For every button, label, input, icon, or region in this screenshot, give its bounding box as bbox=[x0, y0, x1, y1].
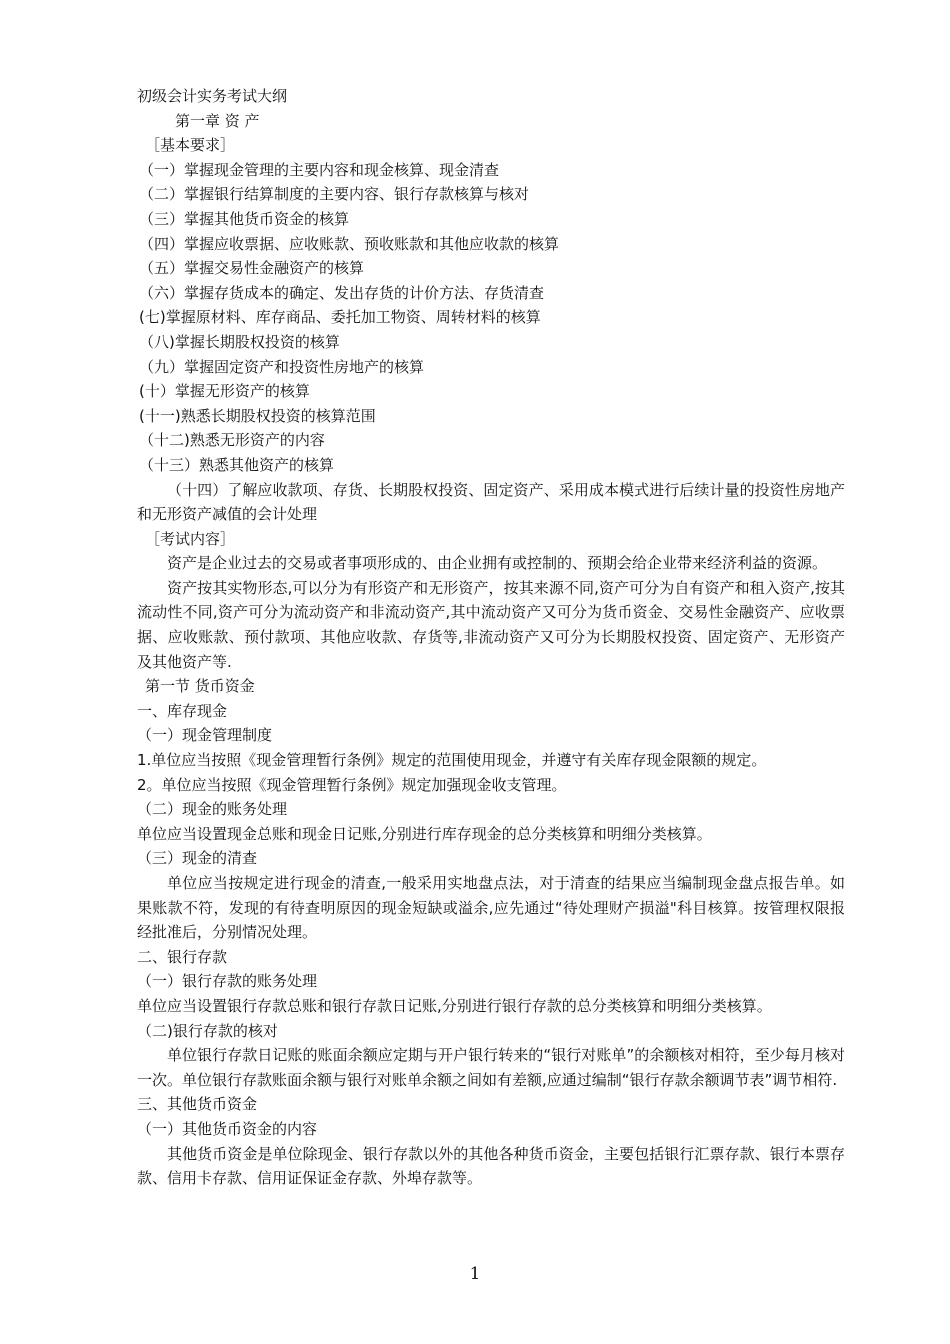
requirement-item: （二）掌握银行结算制度的主要内容、银行存款核算与核对 bbox=[139, 185, 530, 204]
asset-classification-paragraph: 资产按其实物形态,可以分为有形资产和无形资产，按其来源不同,资产可分为自有资产和租入资产,按其流动性不同,资产可分为流动资产和非流动资产,其中流动资产又可分为货币资金、交易性金融资产、应收票据、应收账款、预付款项、其他应收款、存货等,非流动资产又可分为长期股权投资、固定资产、无形资产及其他资产等. bbox=[137, 578, 845, 671]
asset-definition-paragraph: 资产是企业过去的交易或者事项形成的、由企业拥有或控制的、预期会给企业带来经济利益的资源。 bbox=[167, 554, 828, 573]
body-paragraph: 单位应当设置现金总账和现金日记账,分别进行库存现金的总分类核算和明细分类核算。 bbox=[137, 824, 712, 843]
requirement-item: （四）掌握应收票据、应收账款、预收账款和其他应收款的核算 bbox=[139, 234, 560, 253]
section-heading: 第一节 货币资金 bbox=[145, 677, 255, 696]
document-title: 初级会计实务考试大纲 bbox=[137, 87, 288, 105]
item-heading: （一）现金管理制度 bbox=[137, 726, 273, 745]
item-heading: （一）其他货币资金的内容 bbox=[137, 1119, 318, 1138]
body-paragraph: 其他货币资金是单位除现金、银行存款以外的其他各种货币资金，主要包括银行汇票存款、银行本票存款、信用卡存款、信用证保证金存款、外埠存款等。 bbox=[137, 1144, 845, 1188]
requirement-item: （十二)熟悉无形资产的内容 bbox=[139, 431, 325, 450]
requirement-item: （五）掌握交易性金融资产的核算 bbox=[139, 259, 365, 278]
subsection-heading: 三、其他货币资金 bbox=[137, 1095, 258, 1114]
basic-requirements-heading: ［基本要求］ bbox=[145, 136, 236, 155]
requirement-item: （九）掌握固定资产和投资性房地产的核算 bbox=[139, 357, 425, 376]
requirement-item-14: （十四）了解应收款项、存货、长期股权投资、固定资产、采用成本模式进行后续计量的投资性房地产和无形资产减值的会计处理 bbox=[137, 480, 845, 524]
item-heading: （二)银行存款的核对 bbox=[137, 1021, 278, 1040]
requirement-item: （六）掌握存货成本的确定、发出存货的计价方法、存货清查 bbox=[139, 283, 545, 302]
item-heading: （二）现金的账务处理 bbox=[137, 800, 288, 819]
rule-item: 2。单位应当按照《现金管理暂行条例》规定加强现金收支管理。 bbox=[137, 775, 567, 794]
subsection-heading: 二、银行存款 bbox=[137, 947, 228, 966]
requirement-item: （八)掌握长期股权投资的核算 bbox=[139, 332, 340, 351]
requirement-item: (十一)熟悉长期股权投资的核算范围 bbox=[139, 406, 376, 425]
requirement-item: （三）掌握其他货币资金的核算 bbox=[139, 209, 350, 228]
item-heading: （一）银行存款的账务处理 bbox=[137, 972, 318, 991]
body-paragraph: 单位应当设置银行存款总账和银行存款日记账,分别进行银行存款的总分类核算和明细分类核算。 bbox=[137, 996, 772, 1015]
requirement-item: (十）掌握无形资产的核算 bbox=[139, 382, 310, 401]
rule-item: 1.单位应当按照《现金管理暂行条例》规定的范围使用现金，并遵守有关库存现金限额的规定。 bbox=[137, 751, 767, 770]
requirement-item: (七)掌握原材料、库存商品、委托加工物资、周转材料的核算 bbox=[139, 308, 541, 327]
requirement-item: （一）掌握现金管理的主要内容和现金核算、现金清查 bbox=[139, 160, 500, 179]
chapter-heading: 第一章 资 产 bbox=[175, 111, 260, 130]
document-body bbox=[137, 84, 845, 1191]
item-heading: （三）现金的清查 bbox=[137, 849, 258, 868]
requirement-item: （十三）熟悉其他资产的核算 bbox=[139, 455, 335, 474]
exam-content-heading: ［考试内容］ bbox=[145, 529, 236, 548]
subsection-heading: 一、库存现金 bbox=[137, 701, 228, 720]
page-number: 1 bbox=[469, 1264, 481, 1284]
body-paragraph: 单位银行存款日记账的账面余额应定期与开户银行转来的“银行对账单”的余额核对相符，至少每月核对一次。单位银行存款账面余额与银行对账单余额之间如有差额,应通过编制“银行存款余额调节表”调节相符. bbox=[137, 1046, 845, 1089]
body-paragraph: 单位应当按规定进行现金的清查,一般采用实地盘点法，对于清查的结果应当编制现金盘点报告单。如果账款不符，发现的有待查明原因的现金短缺或溢余,应先通过“待处理财产损溢"科目核算。按管理权限报经批准后，分别情况处理。 bbox=[137, 874, 845, 942]
